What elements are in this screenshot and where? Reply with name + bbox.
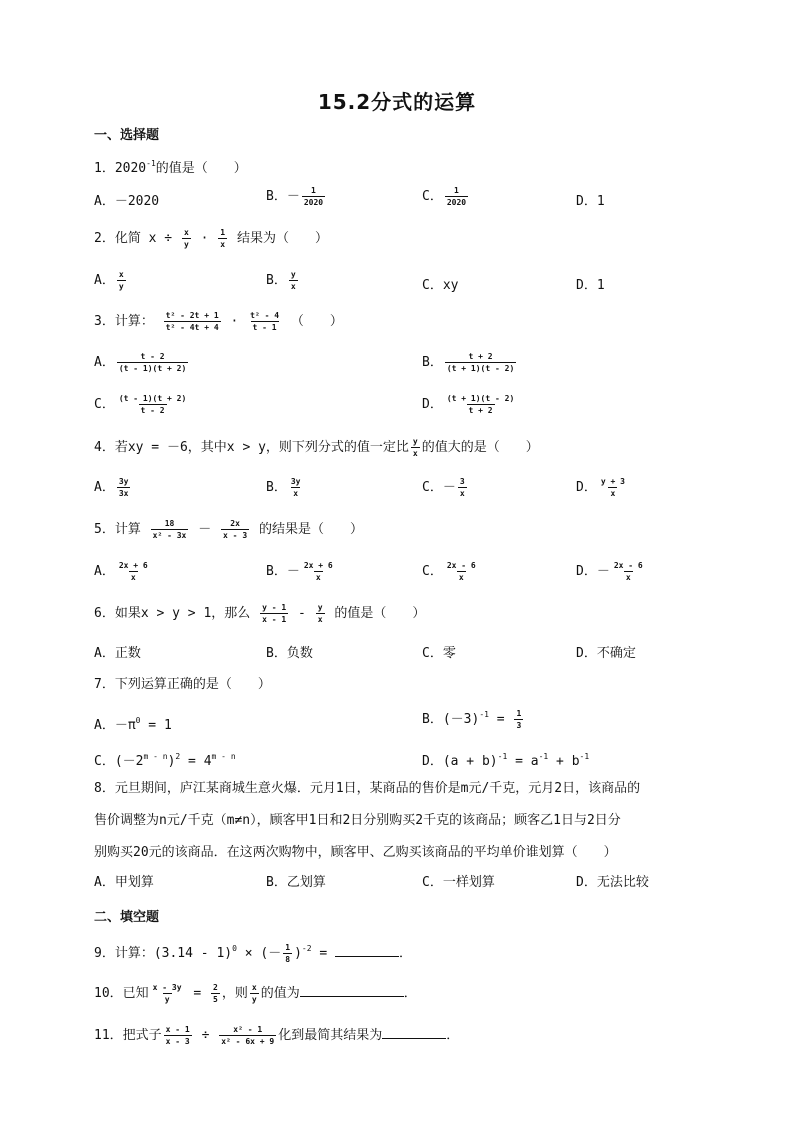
q7-option-c[interactable]: C．$(-2^{m - n})^2 = 4^{m - n}$ [94, 752, 236, 769]
question-9: 9．计算：(3.14 - 1)$^0$ × (－ $\frac{1}{8}$ )$^{-2}$ = ． [94, 943, 413, 964]
question-6-stem: 6．如果x > y > 1，那么 $\frac{y - 1}{x - 1}$ - $\frac{y}{x}$ 的值是（ ） [94, 603, 426, 624]
q6-option-d[interactable]: D．不确定 [576, 646, 636, 661]
q6-option-c[interactable]: C．零 [422, 646, 456, 661]
q2-option-a[interactable]: A． $\frac{x}{y}$ [94, 270, 124, 291]
q5-option-c[interactable]: C． $\frac{2x - 6}{x}$ [422, 561, 476, 582]
q3-option-c[interactable]: C． $\frac{(t - 1)(t + 2)}{t - 2}$ [94, 394, 187, 415]
q1-option-b[interactable]: B．－ $\frac{1}{2020}$ [266, 186, 324, 207]
question-3-stem: 3．计算： $\frac{\text{t² - 2t + 1}}{\text{t² - 4t + 4}}$ · $\frac{\text{t² - 4}}{t - 1}$ （ ） [94, 311, 343, 332]
section-heading-choice: 一、选择题 [94, 128, 160, 143]
question-5-stem: 5．计算 $\frac{18}{\text{x² - 3x}}$ － $\frac{2x}{x - 3}$ 的结果是（ ） [94, 519, 363, 540]
q7-option-b[interactable]: B．$(-3)^{-1}$ = $\frac{1}{3}$ [422, 709, 522, 730]
q8-option-d[interactable]: D．无法比较 [576, 875, 649, 890]
question-8-line-3: 别购买20元的该商品．在这两次购物中，顾客甲、乙购买该商品的平均单价谁划算（ ） [94, 845, 617, 860]
question-8-line-2: 售价调整为n元/千克（m≠n），顾客甲1日和2日分别购买2千克的该商品；顾客乙1日与2日分 [94, 813, 621, 828]
q4-option-a[interactable]: A． $\frac{3y}{3x}$ [94, 477, 129, 498]
q1-option-a[interactable]: A．－2020 [94, 194, 160, 209]
answer-blank-10[interactable] [300, 984, 404, 997]
question-7-stem: 7．下列运算正确的是（ ） [94, 677, 271, 692]
page-title: 15.2分式的运算 [317, 90, 477, 114]
q4-option-c[interactable]: C．－ $\frac{3}{x}$ [422, 477, 465, 498]
q8-option-b[interactable]: B．乙划算 [266, 875, 326, 890]
question-4-stem: 4．若xy = －6，其中x > y，则下列分式的值一定比 $\frac{y}{x}$ 的值大的是（ ） [94, 437, 539, 458]
q8-option-c[interactable]: C．一样划算 [422, 875, 495, 890]
question-11: 11．把式子 $\frac{x - 1}{x - 3}$ ÷ $\frac{\text{x² - 1}}{\text{x² - 6x + 9}}$ 化到最简其结果为 ． [94, 1025, 460, 1046]
q7-option-d[interactable]: D．$(a + b)^{-1} = a^{-1} + b^{-1}$ [422, 752, 590, 769]
q5-option-d[interactable]: D．－ $\frac{2x - 6}{x}$ [576, 561, 643, 582]
q3-option-d[interactable]: D． $\frac{(t + 1)(t - 2)}{t + 2}$ [422, 394, 515, 415]
q5-option-a[interactable]: A． $\frac{2x + 6}{x}$ [94, 561, 148, 582]
answer-blank-9[interactable] [335, 944, 399, 957]
section-heading-fill: 二、填空题 [94, 910, 160, 925]
q5-option-b[interactable]: B．－ $\frac{2x + 6}{x}$ [266, 561, 333, 582]
answer-blank-11[interactable] [382, 1026, 446, 1039]
q1-option-d[interactable]: D．1 [576, 194, 605, 209]
q1-option-c[interactable]: C． $\frac{1}{2020}$ [422, 186, 467, 207]
question-10: 10．已知 $\frac{x - 3y}{y}$ = $\frac{2}{5}$ ，则 $\frac{x}{y}$ 的值为 ． [94, 983, 417, 1004]
q8-option-a[interactable]: A．甲划算 [94, 875, 154, 890]
question-2-stem: 2．化简 x ÷ $\frac{x}{y}$ · $\frac{1}{x}$ 结果为（ ） [94, 228, 328, 249]
q2-option-b[interactable]: B． $\frac{y}{x}$ [266, 270, 296, 291]
q2-option-d[interactable]: D．1 [576, 278, 605, 293]
q7-option-a[interactable]: A．$-\pi^0 = 1$ [94, 716, 172, 733]
q3-option-b[interactable]: B． $\frac{t + 2}{(t + 1)(t - 2)}$ [422, 352, 515, 373]
q6-option-b[interactable]: B．负数 [266, 646, 313, 661]
question-1-stem: 1．$2020^{-1}$的值是（ ） [94, 159, 247, 176]
q6-option-a[interactable]: A．正数 [94, 646, 141, 661]
q3-option-a[interactable]: A． $\frac{t - 2}{(t - 1)(t + 2)}$ [94, 352, 187, 373]
q4-option-b[interactable]: B． $\frac{3y}{x}$ [266, 477, 301, 498]
question-8-line-1: 8．元旦期间，庐江某商城生意火爆．元月1日，某商品的售价是m元/千克，元月2日，该商品的 [94, 781, 641, 796]
q2-option-c[interactable]: C．xy [422, 278, 459, 293]
q4-option-d[interactable]: D． $\frac{y + 3}{x}$ [576, 477, 625, 498]
